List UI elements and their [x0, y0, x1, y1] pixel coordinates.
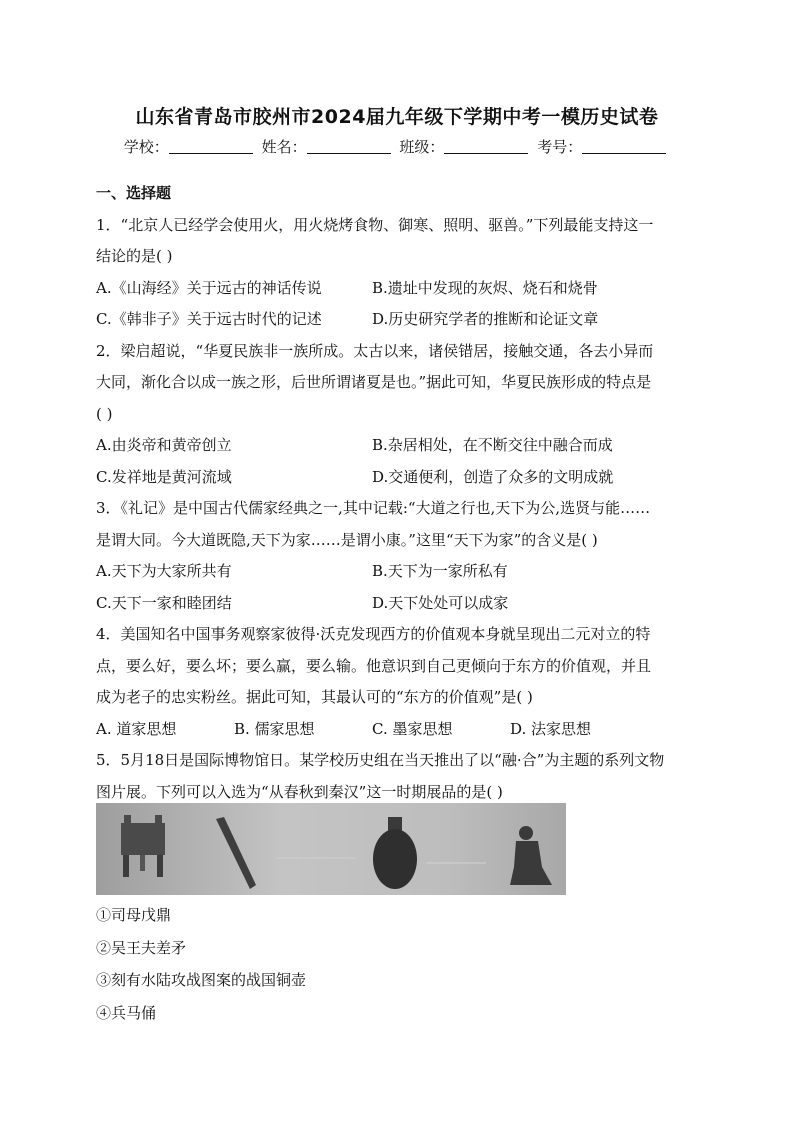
q4-stem-line1: 4．美国知名中国事务观察家彼得·沃克发现西方的价值观本身就呈现出二元对立的特: [96, 625, 651, 643]
section-heading: 一、选择题: [96, 184, 172, 202]
ding-cauldron-image: [121, 815, 165, 877]
q2-stem-line1: 2．梁启超说，“华夏民族非一族所成。太古以来，诸侯错居，接触交通，各去小异而: [96, 341, 654, 360]
school-label: 学校：: [123, 138, 169, 156]
school-blank[interactable]: [169, 139, 253, 154]
q1-stem-line2: 结论的是( ): [96, 247, 173, 265]
q3-stem-line2: 是谓大同。今大道既隐,天下为家……是谓小康。”这里“天下为家”的含义是( ): [96, 530, 598, 549]
q2-options-row1: [96, 430, 700, 462]
q5-item-3: ③刻有水陆攻战图案的战国铜壶: [96, 971, 307, 989]
q1-option-b[interactable]: B.遗址中发现的灰烬、烧石和烧骨: [372, 278, 598, 297]
class-label: 班级：: [399, 138, 445, 156]
q1-options-row2: [96, 304, 700, 336]
q1-option-a[interactable]: A.《山海经》关于远古的神话传说: [96, 278, 322, 297]
artifact-photo-strip: [96, 803, 566, 895]
exam-title: 山东省青岛市胶州市2024届九年级下学期中考一模历史试卷: [135, 106, 659, 128]
q5-item-2: ②吴王夫差矛: [96, 938, 187, 957]
name-label: 姓名：: [261, 138, 307, 156]
q4-options-row: [96, 714, 700, 746]
q3-option-a[interactable]: A.天下为大家所共有: [96, 562, 232, 580]
q3-option-b[interactable]: B.天下为一家所私有: [372, 562, 508, 580]
q2-option-b[interactable]: B.杂居相处，在不断交往中融合而成: [372, 436, 613, 454]
q4-option-d[interactable]: D. 法家思想: [510, 719, 592, 738]
q2-stem-line2: 大同，渐化合以成一族之形，后世所谓诸夏是也。”据此可知，华夏民族形成的特点是: [96, 373, 652, 391]
number-blank[interactable]: [582, 139, 666, 154]
q1-option-c[interactable]: C.《韩非子》关于远古时代的记述: [96, 310, 322, 328]
class-blank[interactable]: [444, 139, 528, 154]
q1-stem-line1: 1．“北京人已经学会使用火，用火烧烤食物、御寒、照明、驱兽。”下列最能支持这一: [96, 215, 654, 234]
q4-stem-line2: 点，要么好，要么坏；要么赢，要么输。他意识到自己更倾向于东方的价值观，并且: [96, 656, 652, 675]
q2-stem-line3: ( ): [96, 404, 113, 423]
q1-options-row1: [96, 273, 700, 305]
q4-option-b[interactable]: B. 儒家思想: [234, 719, 315, 738]
q4-stem-line3: 成为老子的忠实粉丝。据此可知，其最认可的“东方的价值观”是( ): [96, 688, 533, 706]
q2-option-a[interactable]: A.由炎帝和黄帝创立: [96, 436, 232, 454]
q5-item-1: ①司母戊鼎: [96, 906, 172, 924]
q3-options-row1: [96, 556, 700, 588]
q1-option-d[interactable]: D.历史研究学者的推断和论证文章: [372, 310, 599, 328]
q2-option-c[interactable]: C.发祥地是黄河流域: [96, 467, 232, 486]
q3-option-d[interactable]: D.天下处处可以成家: [372, 593, 509, 612]
q5-stem-line2: 图片展。下列可以入选为“从春秋到秦汉”这一时期展品的是( ): [96, 782, 503, 801]
q2-option-d[interactable]: D.交通便利，创造了众多的文明成就: [372, 467, 614, 486]
q4-option-c[interactable]: C. 墨家思想: [372, 719, 453, 738]
q4-option-a[interactable]: A. 道家思想: [96, 719, 177, 738]
q5-stem-line1: 5．5月18日是国际博物馆日。某学校历史组在当天推出了以“融·合”为主题的系列文物: [96, 751, 665, 769]
q3-option-c[interactable]: C.天下一家和睦团结: [96, 593, 232, 612]
student-info-line: [0, 136, 794, 157]
q5-item-4: ④兵马俑: [96, 1003, 157, 1022]
q3-options-row2: [96, 588, 700, 620]
q3-stem-line1: 3．《礼记》是中国古代儒家经典之一,其中记载:“大道之行也,天下为公,选贤与能……: [96, 499, 651, 517]
name-blank[interactable]: [307, 139, 391, 154]
q2-options-row2: [96, 462, 700, 494]
number-label: 考号：: [537, 138, 583, 156]
question-content: [96, 178, 700, 808]
q5-items-list: [96, 899, 306, 1029]
